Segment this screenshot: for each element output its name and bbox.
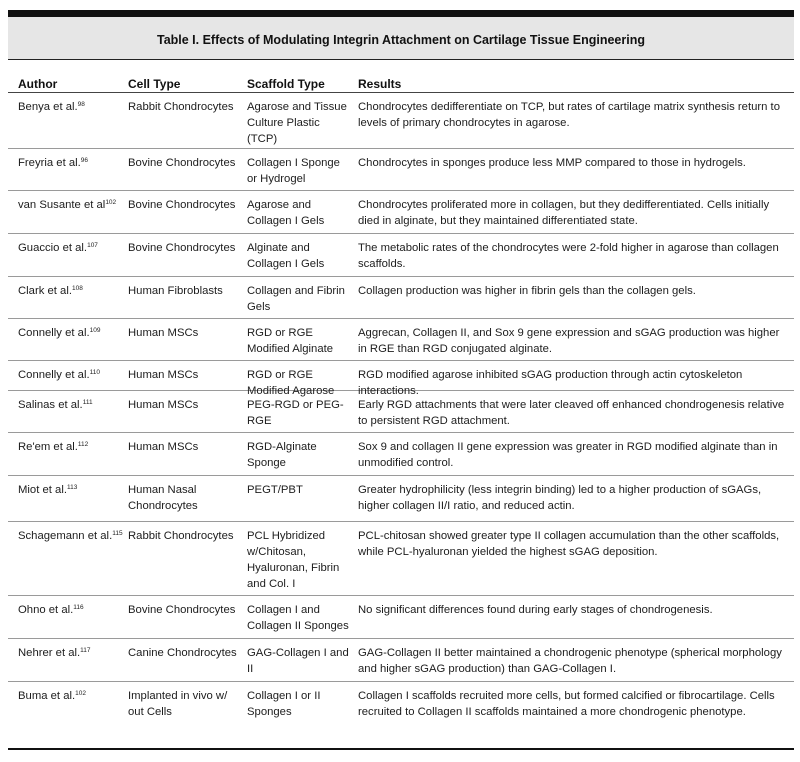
author-name: van Susante et al [18,199,106,211]
cell-type-cell: Implanted in vivo w/ out Cells [128,690,228,718]
author-cell [18,397,126,413]
header-row [8,66,794,93]
reference-number: 102 [75,690,87,697]
cell-type-cell: Human MSCs [128,327,199,339]
author-name: Buma et al. [18,690,76,702]
author-cell [18,645,126,661]
table-row [8,148,794,191]
scaffold-type-cell: Collagen and Fibrin Gels [247,285,345,313]
table-figure [8,10,794,750]
table-row [8,360,794,397]
results-cell: Chondrocytes dedifferentiate on TCP, but rates of cartilage matrix synthesis return to levels of primary chondrocytes in agarose. [358,101,780,129]
scaffold-type-cell: RGD-Alginate Sponge [247,441,317,469]
cell-type-cell: Human MSCs [128,441,199,453]
reference-number: 110 [89,369,100,376]
scaffold-type-cell: RGD or RGE Modified Alginate [247,327,334,355]
author-name: Clark et al. [18,285,72,297]
author-cell [18,283,126,299]
author-cell [18,439,126,455]
results-cell: No significant differences found during early stages of chondrogenesis. [358,604,713,616]
cell-type-cell: Human MSCs [128,369,199,381]
scaffold-type-cell: PEG-RGD or PEG-RGE [247,399,344,427]
author-cell [18,367,126,383]
scaffold-type-cell: Agarose and Tissue Culture Plastic (TCP) [247,101,347,145]
author-name: Re'em et al. [18,441,78,453]
table-row [8,92,794,149]
header-scaffold-type: Scaffold Type [247,77,325,91]
table-title: Table I. Effects of Modulating Integrin Attachment on Cartilage Tissue Engineering [156,33,645,47]
title-band [8,17,794,60]
results-cell: PCL-chitosan showed greater type II collagen accumulation than the other scaffolds, while PCL-hyaluronan yielded the highest sGAG deposition. [358,530,780,558]
results-cell: GAG-Collagen II better maintained a chondrogenic phenotype (spherical morphology and higher sGAG production) than GAG-Collagen I. [358,647,782,675]
reference-number: 108 [72,285,83,292]
results-cell: Aggrecan, Collagen II, and Sox 9 gene expression and sGAG production was higher in RGE than RGD conjugated alginate. [358,327,780,355]
header-cell-type: Cell Type [128,77,181,91]
table-row [8,432,794,476]
author-cell [18,688,126,704]
table-row [8,390,794,433]
results-cell: Collagen production was higher in fibrin gels than the collagen gels. [358,285,696,297]
table-row [8,190,794,234]
author-name: Schagemann et al. [18,530,113,542]
results-cell: Collagen I scaffolds recruited more cells, but formed calcified or fibrocartilage. Cells recruited to Collagen II scaffolds maintained a more chondrogenic phenotype. [358,690,775,718]
cell-type-cell: Human MSCs [128,399,199,411]
reference-number: 98 [77,101,85,108]
reference-number: 107 [87,242,98,249]
reference-number: 117 [80,647,91,654]
author-cell [18,482,126,498]
author-cell [18,528,126,544]
cell-type-cell: Human Nasal Chondrocytes [128,484,198,512]
results-cell: Chondrocytes in sponges produce less MMP compared to those in hydrogels. [358,157,746,169]
cell-type-cell: Bovine Chondrocytes [128,199,236,211]
results-cell: The metabolic rates of the chondrocytes were 2-fold higher in agarose than collagen scaffolds. [358,242,779,270]
reference-number: 96 [80,157,89,164]
scaffold-type-cell: PEGT/PBT [247,484,303,496]
reference-number: 102 [105,199,117,206]
table-row [8,318,794,361]
results-cell: RGD modified agarose inhibited sGAG production through actin cytoskeleton interactions. [358,369,743,397]
cell-type-cell: Bovine Chondrocytes [128,242,236,254]
author-cell [18,240,126,256]
results-cell: Chondrocytes proliferated more in collagen, but they dedifferentiated. Cells initially died in alginate, but they maintained differentiated state. [358,199,770,227]
header-author: Author [18,77,58,91]
table-row [8,595,794,639]
header-results: Results [358,77,402,91]
reference-number: 115 [112,530,123,537]
table-row [8,681,794,725]
scaffold-type-cell: RGD or RGE Modified Agarose [247,369,335,397]
scaffold-type-cell: Collagen I and Collagen II Sponges [247,604,349,632]
cell-type-cell: Rabbit Chondrocytes [128,101,234,113]
results-cell: Sox 9 and collagen II gene expression was greater in RGD modified alginate than in unmodified control. [358,441,778,469]
author-name: Connelly et al. [18,327,90,339]
scaffold-type-cell: Collagen I Sponge or Hydrogel [247,157,340,185]
scaffold-type-cell: GAG-Collagen I and II [247,647,349,675]
author-cell [18,197,126,213]
table-row [8,638,794,682]
reference-number: 113 [66,484,78,491]
scaffold-type-cell: PCL Hybridized w/Chitosan, Hyaluronan, Fibrin and Col. I [247,530,340,590]
author-name: Miot et al. [18,484,67,496]
bottom-rule [8,748,794,750]
reference-number: 116 [73,604,84,611]
cell-type-cell: Bovine Chondrocytes [128,157,236,169]
scaffold-type-cell: Collagen I or II Sponges [247,690,321,718]
table-row [8,233,794,277]
author-name: Connelly et al. [18,369,90,381]
reference-number: 112 [77,441,89,448]
scaffold-type-cell: Alginate and Collagen I Gels [247,242,325,270]
cell-type-cell: Rabbit Chondrocytes [128,530,234,542]
author-cell [18,325,126,341]
author-name: Benya et al. [18,101,78,113]
reference-number: 111 [82,399,93,406]
cell-type-cell: Human Fibroblasts [128,285,223,297]
author-name: Nehrer et al. [18,647,81,659]
author-name: Guaccio et al. [18,242,88,254]
cell-type-cell: Canine Chondrocytes [128,647,237,659]
table-row [8,475,794,522]
results-cell: Greater hydrophilicity (less integrin binding) led to a higher production of sGAGs, higher collagen II/I ratio, and reduced actin. [358,484,762,512]
cell-type-cell: Bovine Chondrocytes [128,604,236,616]
scaffold-type-cell: Agarose and Collagen I Gels [247,199,325,227]
table-row [8,276,794,319]
author-cell [18,155,126,171]
results-cell: Early RGD attachments that were later cleaved off enhanced chondrogenesis relative to persistent RGD attachment. [358,399,785,427]
reference-number: 109 [89,327,101,334]
author-name: Salinas et al. [18,399,83,411]
top-rule [8,10,794,17]
author-cell [18,99,126,115]
author-cell [18,602,126,618]
author-name: Ohno et al. [18,604,74,616]
table-row [8,521,794,596]
author-name: Freyria et al. [18,157,81,169]
